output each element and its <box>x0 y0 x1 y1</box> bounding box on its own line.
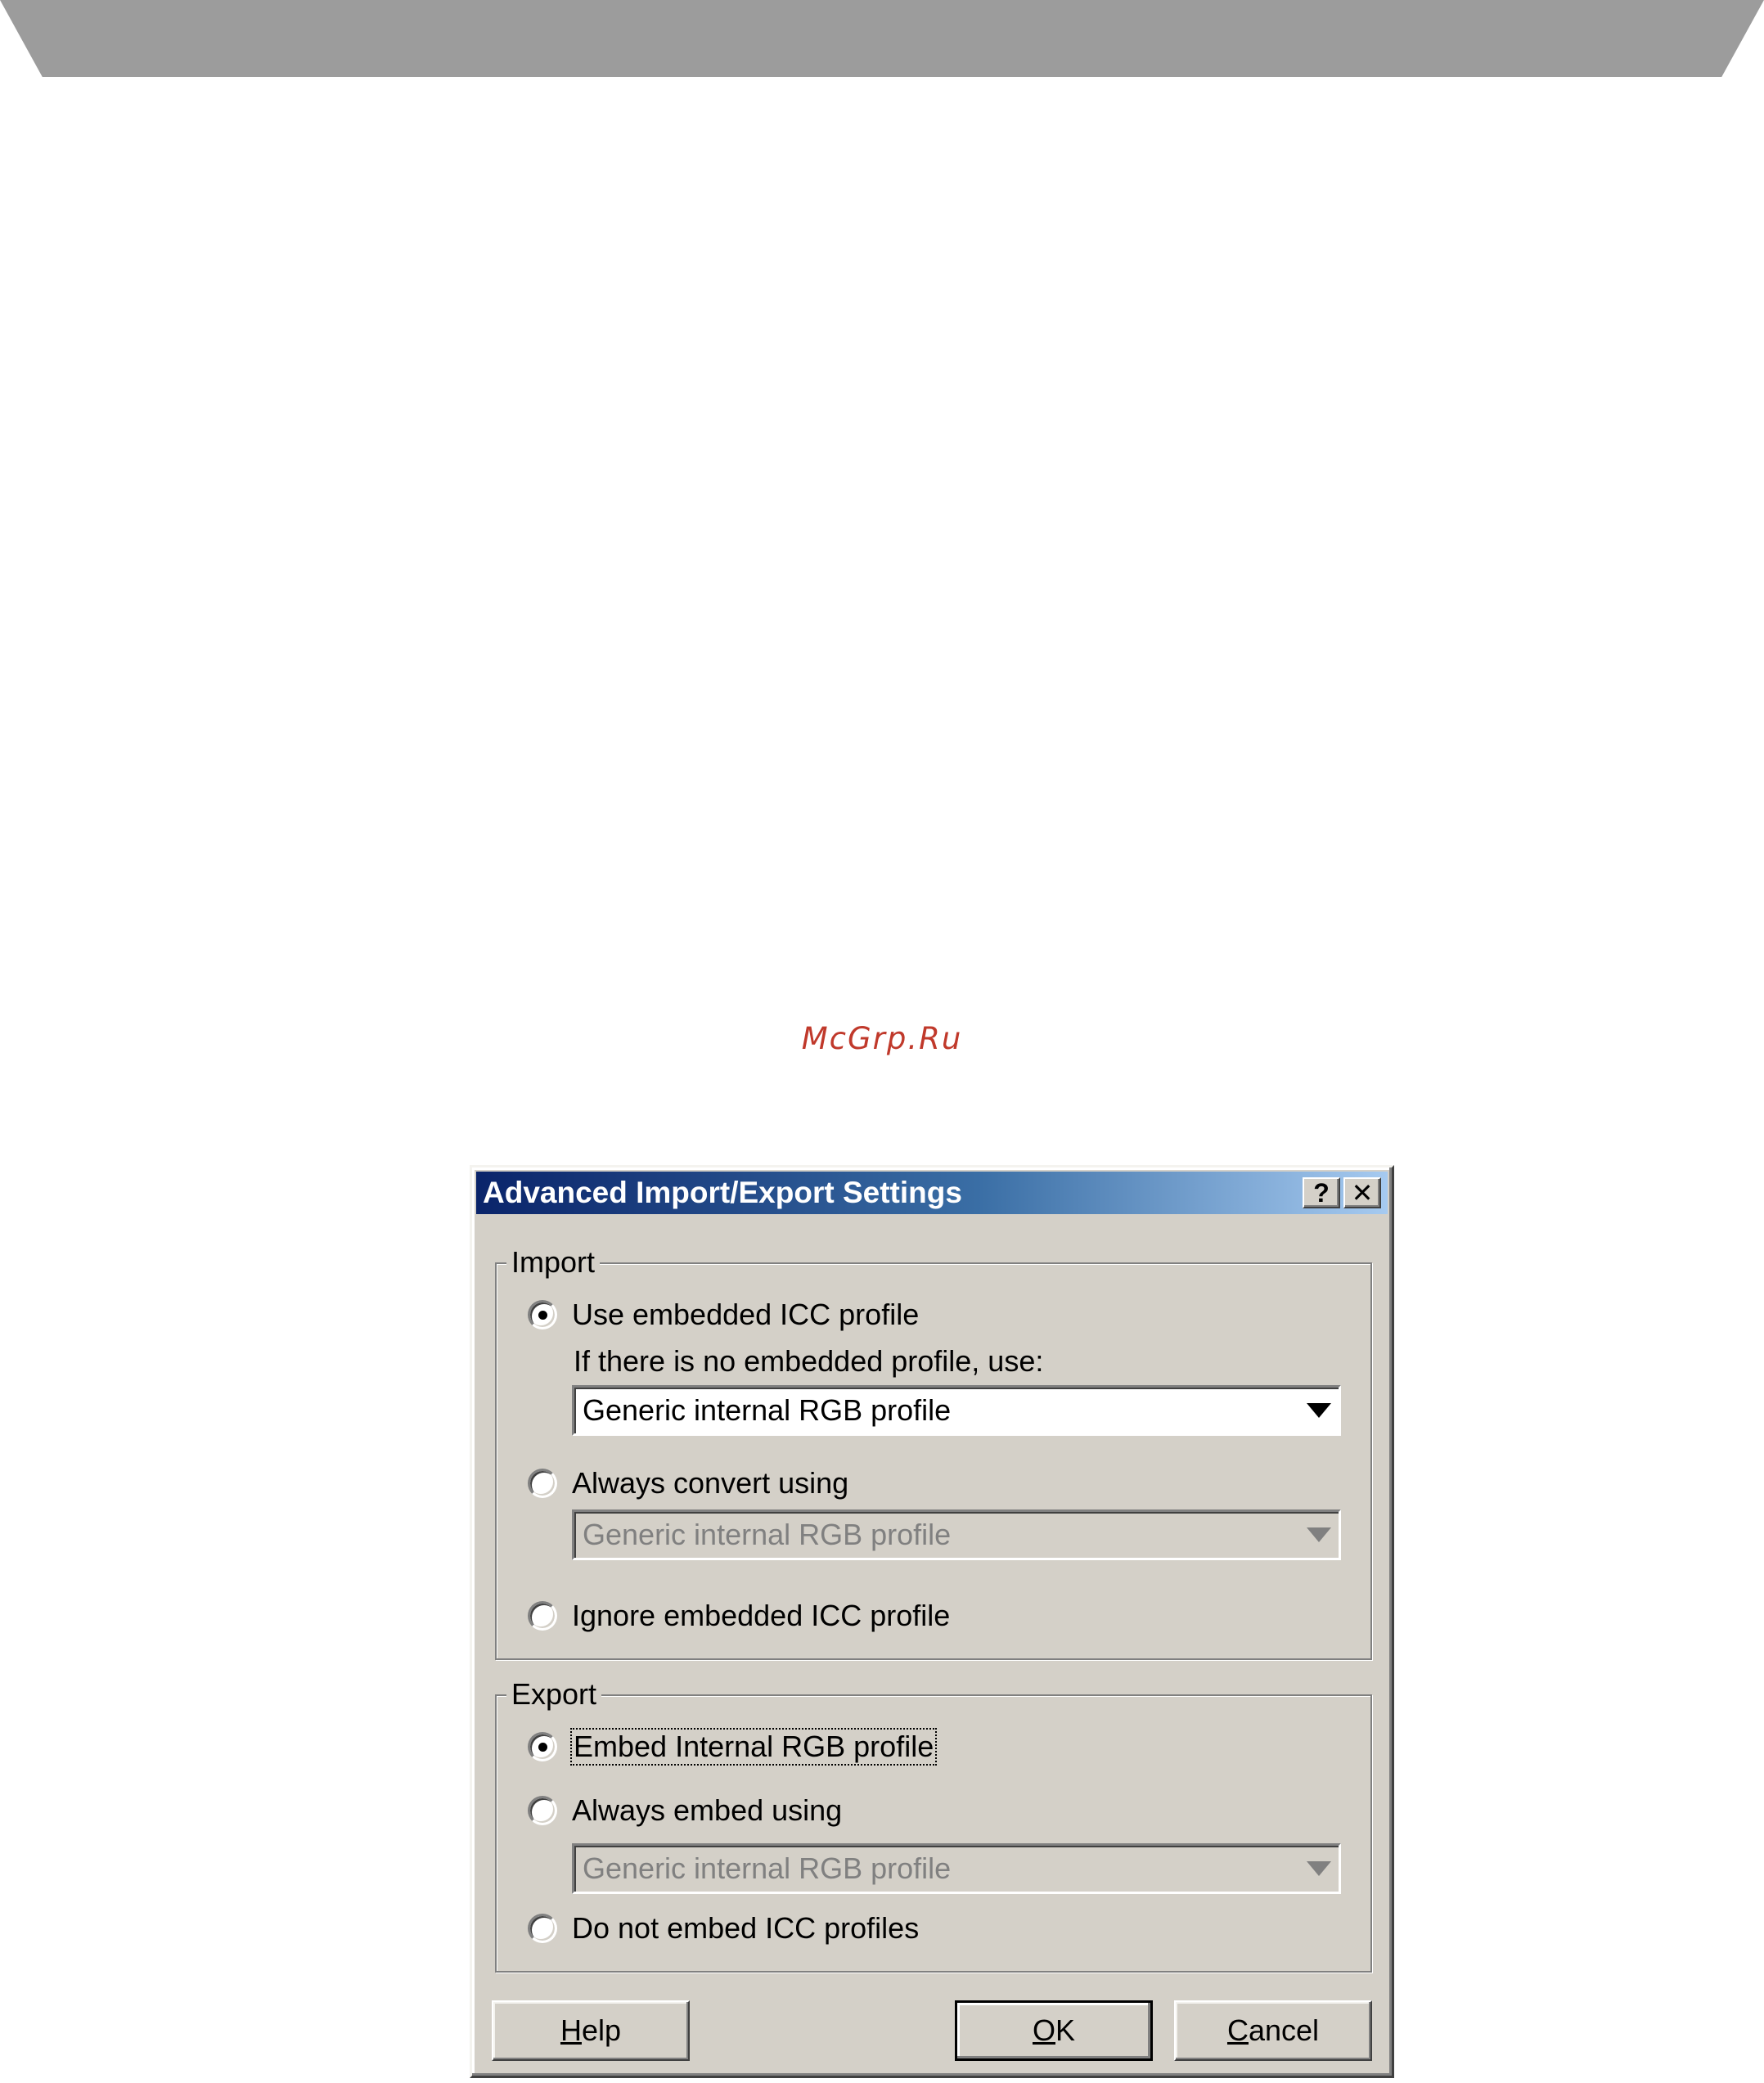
radio-unselected-icon[interactable] <box>528 1914 557 1943</box>
use-embedded-profile-label: Use embedded ICC profile <box>572 1298 920 1331</box>
dropdown-arrow-icon <box>1299 1512 1339 1558</box>
export-group <box>495 1677 1372 1973</box>
embed-internal-profile-label: Embed Internal RGB profile <box>574 1730 934 1763</box>
cancel-button[interactable] <box>1174 2000 1372 2061</box>
radio-selected-icon[interactable] <box>528 1300 557 1329</box>
advanced-import-export-dialog <box>470 1165 1394 2078</box>
help-mnemonic: H <box>560 2013 582 2047</box>
ignore-embedded-profile-radio[interactable] <box>528 1598 950 1634</box>
embed-internal-profile-radio[interactable] <box>528 1729 935 1765</box>
import-group <box>495 1245 1372 1660</box>
export-legend: Export <box>506 1676 601 1712</box>
dropdown-arrow-icon <box>1299 1846 1339 1892</box>
radio-selected-icon[interactable] <box>528 1732 557 1761</box>
title-bar[interactable] <box>476 1172 1388 1214</box>
do-not-embed-radio[interactable] <box>528 1910 919 1946</box>
close-icon[interactable]: ✕ <box>1343 1177 1381 1208</box>
dropdown-arrow-icon[interactable] <box>1299 1388 1339 1433</box>
radio-unselected-icon[interactable] <box>528 1796 557 1825</box>
always-convert-label: Always convert using <box>572 1466 849 1500</box>
help-button[interactable] <box>492 2000 690 2061</box>
fallback-profile-value: Generic internal RGB profile <box>583 1393 952 1427</box>
fallback-profile-select[interactable] <box>572 1385 1341 1436</box>
watermark: McGrp.Ru <box>801 1021 963 1056</box>
use-embedded-profile-radio[interactable] <box>528 1297 919 1333</box>
help-question-icon[interactable]: ? <box>1303 1177 1340 1208</box>
radio-unselected-icon[interactable] <box>528 1601 557 1631</box>
ok-label-rest: K <box>1055 2013 1076 2047</box>
import-legend: Import <box>506 1244 600 1280</box>
help-label-rest: elp <box>581 2013 622 2047</box>
ok-mnemonic: O <box>1032 2013 1055 2047</box>
do-not-embed-label: Do not embed ICC profiles <box>572 1911 920 1945</box>
radio-unselected-icon[interactable] <box>528 1469 557 1498</box>
dialog-title: Advanced Import/Export Settings <box>483 1176 962 1209</box>
ignore-embedded-profile-label: Ignore embedded ICC profile <box>572 1599 951 1632</box>
fallback-hint: If there is no embedded profile, use: <box>574 1344 1044 1378</box>
always-convert-radio[interactable] <box>528 1465 848 1501</box>
always-convert-profile-value: Generic internal RGB profile <box>583 1518 952 1551</box>
page-header-band <box>0 0 1764 77</box>
ok-button[interactable] <box>955 2000 1153 2061</box>
always-convert-profile-select <box>572 1509 1341 1560</box>
always-embed-label: Always embed using <box>572 1793 843 1827</box>
cancel-label-rest: ancel <box>1248 2013 1320 2047</box>
always-embed-profile-value: Generic internal RGB profile <box>583 1851 952 1885</box>
cancel-mnemonic: C <box>1226 2013 1249 2047</box>
always-embed-radio[interactable] <box>528 1793 842 1829</box>
always-embed-profile-select <box>572 1843 1341 1894</box>
